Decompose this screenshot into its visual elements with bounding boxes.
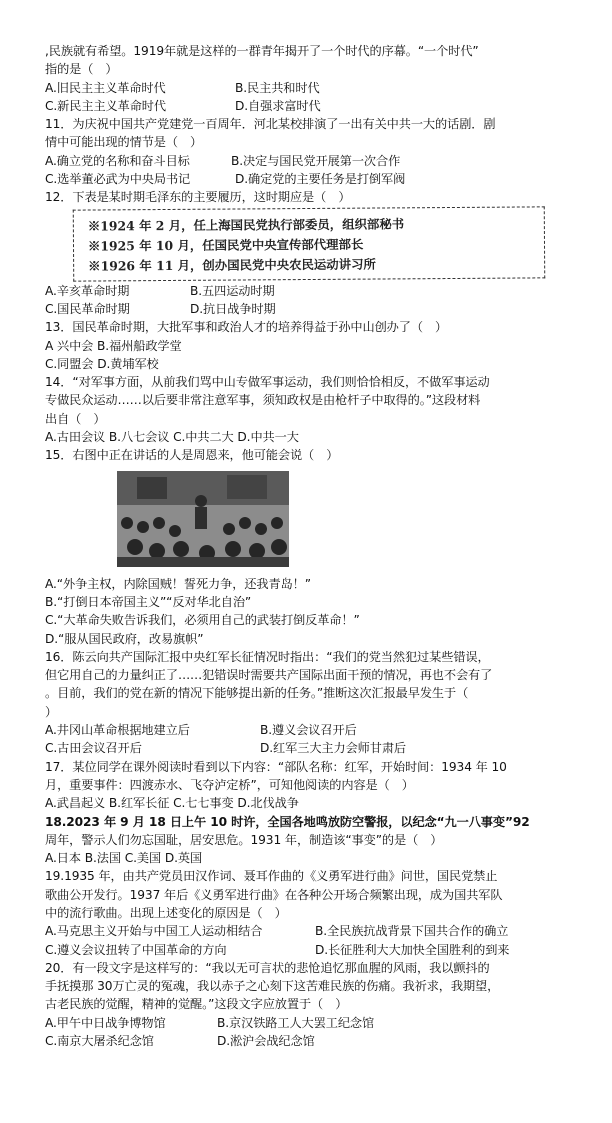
option-b: B.五四运动时期 bbox=[190, 283, 275, 298]
resume-row: ※1926 年 11 月，创办国民党中央农民运动讲习所 bbox=[88, 256, 376, 274]
photo-image bbox=[117, 471, 289, 567]
option-row: A.武昌起义 B.红军长征 C.七七事变 D.北伐战争 bbox=[45, 796, 299, 811]
text-line: ） bbox=[45, 704, 58, 719]
option-a: A.“外争主权，内除国贼！誓死力争，还我青岛！” bbox=[45, 576, 311, 591]
option-row: A.日本 B.法国 C.美国 D.英国 bbox=[45, 851, 203, 866]
option-row bbox=[45, 282, 590, 300]
option-c: C.“大革命失败告诉我们，必须用自己的武装打倒反革命！” bbox=[45, 613, 360, 628]
option-row: A.古田会议 B.八七会议 C.中共二大 D.中共一大 bbox=[45, 430, 299, 445]
option-d: D.淞沪会战纪念馆 bbox=[217, 1034, 315, 1049]
option-row bbox=[45, 1032, 590, 1050]
option-c: C.古田会议召开后 bbox=[45, 741, 142, 756]
question-18: 18.2023 年 9 月 18 日上午 10 时许，全国各地鸣放防空警报，以纪念“九一八事变”92 bbox=[45, 814, 530, 829]
option-b: B.遵义会议召开后 bbox=[260, 723, 357, 738]
option-b: B.京汉铁路工人大罢工纪念馆 bbox=[217, 1015, 375, 1030]
text-line: 歌曲公开发行。1937 年后《义勇军进行曲》在各种公开场合频繁出现，成为国共军队 bbox=[45, 887, 503, 902]
option-d: D.红军三大主力会师甘肃后 bbox=[260, 741, 407, 756]
option-row bbox=[45, 1014, 590, 1032]
option-b: B.决定与国民党开展第一次合作 bbox=[231, 153, 401, 168]
option-c: C.南京大屠杀纪念馆 bbox=[45, 1034, 154, 1049]
option-a: A.甲午中日战争博物馆 bbox=[45, 1015, 166, 1030]
question-15: 15．右图中正在讲话的人是周恩来，他可能会说（ ） bbox=[45, 448, 339, 463]
text-line: 出自（ ） bbox=[45, 411, 106, 426]
option-row bbox=[45, 79, 590, 97]
text-line: 指的是（ ） bbox=[45, 62, 118, 77]
text-line: 但它用自己的力量纠正了……犯错误时需要共产国际出面干预的情况，再也不会有了 bbox=[45, 668, 493, 683]
question-17: 17．某位同学在课外阅读时看到以下内容：“部队名称：红军，开始时间：1934 年 10 bbox=[45, 759, 507, 774]
option-a: A.马克思主义开始与中国工人运动相结合 bbox=[45, 924, 263, 939]
option-d: D.确定党的主要任务是打倒军阀 bbox=[235, 172, 406, 187]
text-line: 月，重要事件：四渡赤水、飞夺泸定桥”，可知他阅读的内容是（ ） bbox=[45, 777, 414, 792]
option-row bbox=[45, 922, 590, 940]
option-d: D.长征胜利大大加快全国胜利的到来 bbox=[315, 942, 510, 957]
option-row bbox=[45, 300, 590, 318]
question-16: 16．陈云向共产国际汇报中央红军长征情况时指出：“我们的党当然犯过某些错误， bbox=[45, 649, 490, 664]
option-c: C.遵义会议扭转了中国革命的方向 bbox=[45, 942, 227, 957]
option-c: C.选举董必武为中央局书记 bbox=[45, 172, 191, 187]
option-row: C.同盟会 D.黄埔军校 bbox=[45, 356, 159, 371]
historical-photo bbox=[117, 471, 289, 567]
resume-row: ※1925 年 10 月，任国民党中央宣传部代理部长 bbox=[87, 236, 364, 254]
option-row bbox=[45, 739, 590, 757]
question-19: 19.1935 年，由共产党员田汉作词、聂耳作曲的《义勇军进行曲》问世，国民党禁止 bbox=[45, 869, 498, 884]
option-row: A 兴中会 B.福州船政学堂 bbox=[45, 338, 182, 353]
exam-page bbox=[45, 42, 590, 1050]
option-row bbox=[45, 170, 590, 188]
option-b: B.全民族抗战背景下国共合作的确立 bbox=[315, 924, 509, 939]
option-d: D.“服从国民政府，改易旗帜” bbox=[45, 631, 204, 646]
question-14: 14．“对军事方面，从前我们骂中山专做军事运动，我们则恰恰相反，不做军事运动 bbox=[45, 375, 490, 390]
option-row bbox=[45, 721, 590, 739]
option-a: A.辛亥革命时期 bbox=[45, 283, 130, 298]
option-d: D.抗日战争时期 bbox=[190, 301, 276, 316]
text-line: 专做民众运动……以后要非常注意军事，须知政权是由枪杆子中取得的。”这段材料 bbox=[45, 393, 481, 408]
option-row bbox=[45, 97, 590, 115]
option-a: A.旧民主主义革命时代 bbox=[45, 80, 166, 95]
text-line: 周年，警示人们勿忘国耻，居安思危。1931 年，制造该“事变”的是（ ） bbox=[45, 832, 443, 847]
option-a: A.井冈山革命根据地建立后 bbox=[45, 723, 190, 738]
text-line: 古老民族的觉醒，精神的觉醒。”这段文字应放置于（ ） bbox=[45, 997, 348, 1012]
option-row bbox=[45, 941, 590, 959]
resume-table-image bbox=[73, 206, 545, 281]
option-row bbox=[45, 152, 590, 170]
option-c: C.国民革命时期 bbox=[45, 301, 130, 316]
question-20: 20．有一段文字是这样写的：“我以无可言状的悲怆追忆那血腥的风雨，我以颤抖的 bbox=[45, 960, 490, 975]
question-12: 12．下表是某时期毛泽东的主要履历，这时期应是（ ） bbox=[45, 190, 351, 205]
option-b: B.“打倒日本帝国主义”“反对华北自治” bbox=[45, 594, 252, 609]
option-b: B.民主共和时代 bbox=[235, 80, 320, 95]
resume-row: ※1924 年 2 月，任上海国民党执行部委员，组织部秘书 bbox=[87, 216, 405, 234]
question-13: 13．国民革命时期，大批军事和政治人才的培养得益于孙中山创办了（ ） bbox=[45, 320, 448, 335]
text-line: 手抚摸那 30万亡灵的冤魂，我以赤子之心刻下这苦难民族的伤痛。我祈求，我期望， bbox=[45, 979, 500, 994]
option-a: A.确立党的名称和奋斗目标 bbox=[45, 153, 190, 168]
option-d: D.自强求富时代 bbox=[235, 98, 321, 113]
option-c: C.新民主主义革命时代 bbox=[45, 98, 166, 113]
text-line: 。目前，我们的党在新的情况下能够提出新的任务。”推断这次汇报最早发生于（ bbox=[45, 686, 469, 701]
question-11: 11．为庆祝中国共产党建党一百周年．河北某校排演了一出有关中共一大的话剧．剧 bbox=[45, 117, 496, 132]
text-line: 中的流行歌曲。出现上述变化的原因是（ ） bbox=[45, 905, 287, 920]
text-line: 情中可能出现的情节是（ ） bbox=[45, 135, 203, 150]
text-line: ,民族就有希望。1919年就是这样的一群青年揭开了一个时代的序幕。“一个时代” bbox=[45, 44, 479, 58]
